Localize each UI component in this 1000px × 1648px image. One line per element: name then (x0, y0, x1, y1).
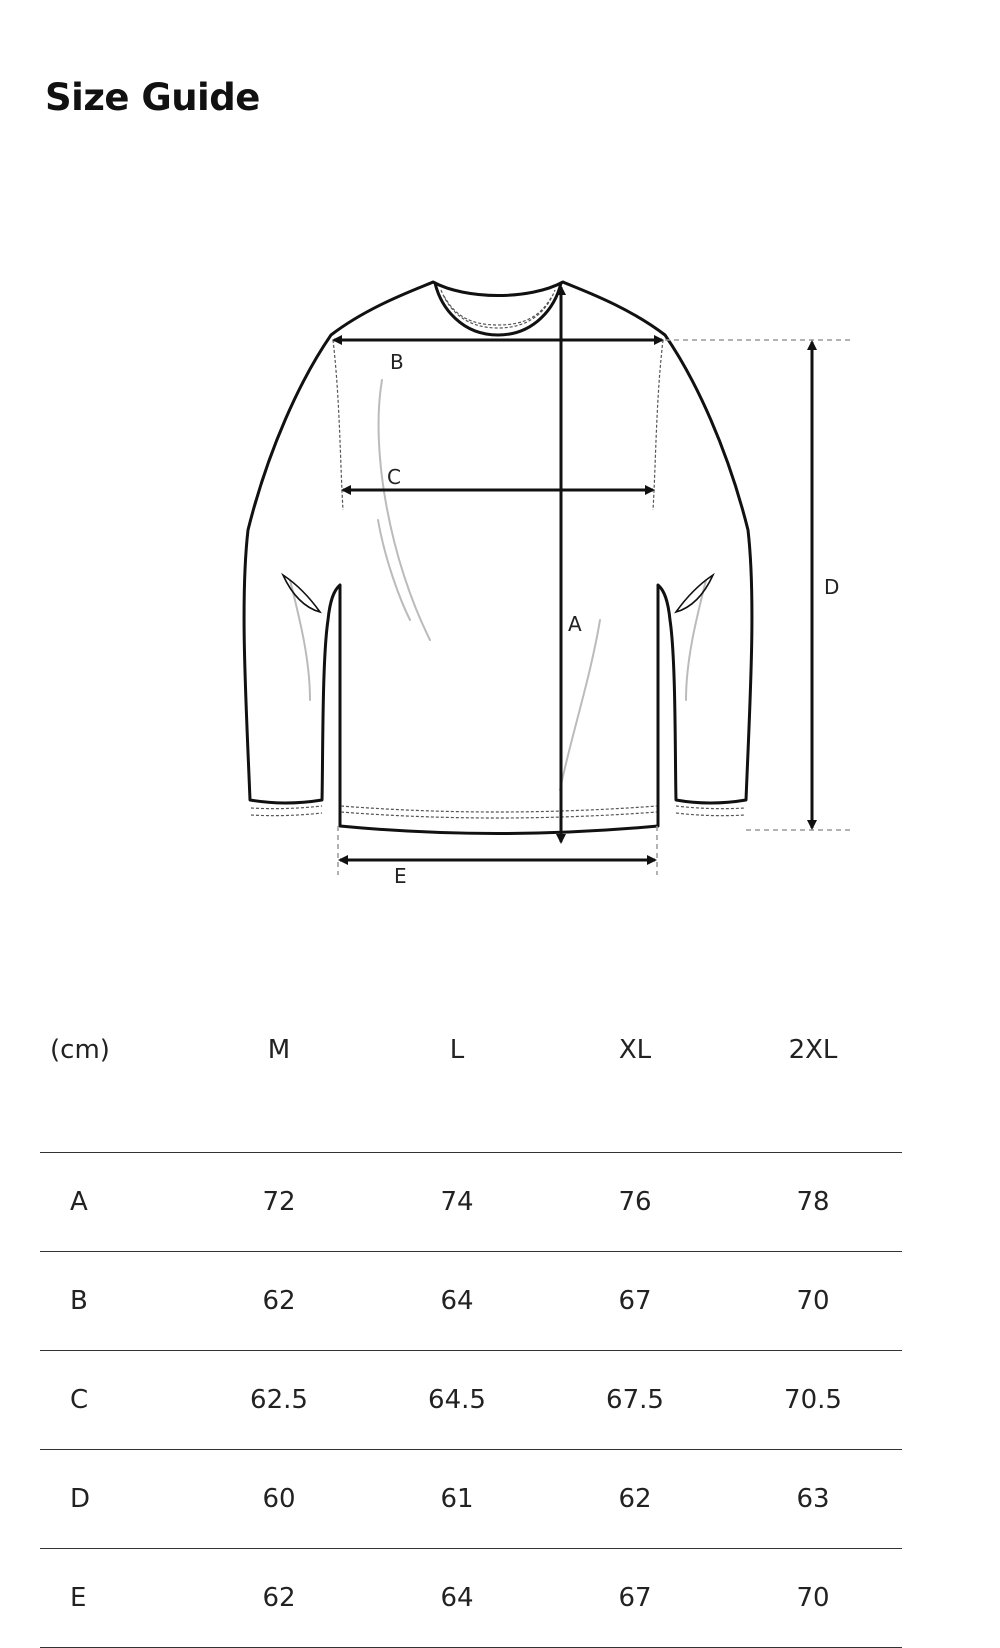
unit-header: (cm) (40, 1025, 190, 1153)
size-table (40, 1025, 902, 1648)
table-cell: 67.5 (546, 1351, 724, 1450)
table-cell: 60 (190, 1450, 368, 1549)
table-cell: 74 (368, 1153, 546, 1252)
table-cell: 62.5 (190, 1351, 368, 1450)
size-table-header-row (40, 1025, 902, 1153)
table-row (40, 1153, 902, 1252)
table-cell: 62 (190, 1252, 368, 1351)
measurement-label-e: E (394, 864, 407, 888)
table-cell: 76 (546, 1153, 724, 1252)
table-cell: 67 (546, 1549, 724, 1648)
fabric-folds (290, 380, 706, 790)
table-cell: 62 (190, 1549, 368, 1648)
row-label-e: E (40, 1549, 190, 1648)
row-label-c: C (40, 1351, 190, 1450)
table-cell: 61 (368, 1450, 546, 1549)
row-label-a: A (40, 1153, 190, 1252)
measurement-label-a: A (568, 612, 582, 636)
table-row (40, 1450, 902, 1549)
table-cell: 67 (546, 1252, 724, 1351)
row-label-b: B (40, 1252, 190, 1351)
row-label-d: D (40, 1450, 190, 1549)
armpit-folds (283, 575, 713, 612)
size-header-m: M (190, 1025, 368, 1153)
table-row (40, 1252, 902, 1351)
table-cell: 63 (724, 1450, 902, 1549)
table-row (40, 1351, 902, 1450)
table-cell: 70 (724, 1549, 902, 1648)
table-cell: 72 (190, 1153, 368, 1252)
size-header-2xl: 2XL (724, 1025, 902, 1153)
measurement-label-c: C (387, 465, 401, 489)
table-cell: 62 (546, 1450, 724, 1549)
table-cell: 70 (724, 1252, 902, 1351)
measurement-label-d: D (824, 575, 840, 599)
sweater-outline (244, 282, 752, 834)
stitch-lines (251, 290, 745, 818)
table-cell: 64 (368, 1252, 546, 1351)
page-title: Size Guide (45, 76, 260, 119)
table-cell: 64.5 (368, 1351, 546, 1450)
table-row (40, 1549, 902, 1648)
table-cell: 70.5 (724, 1351, 902, 1450)
measurement-label-b: B (390, 350, 404, 374)
table-cell: 64 (368, 1549, 546, 1648)
size-header-l: L (368, 1025, 546, 1153)
size-header-xl: XL (546, 1025, 724, 1153)
table-cell: 78 (724, 1153, 902, 1252)
measurement-arrows (334, 287, 812, 860)
